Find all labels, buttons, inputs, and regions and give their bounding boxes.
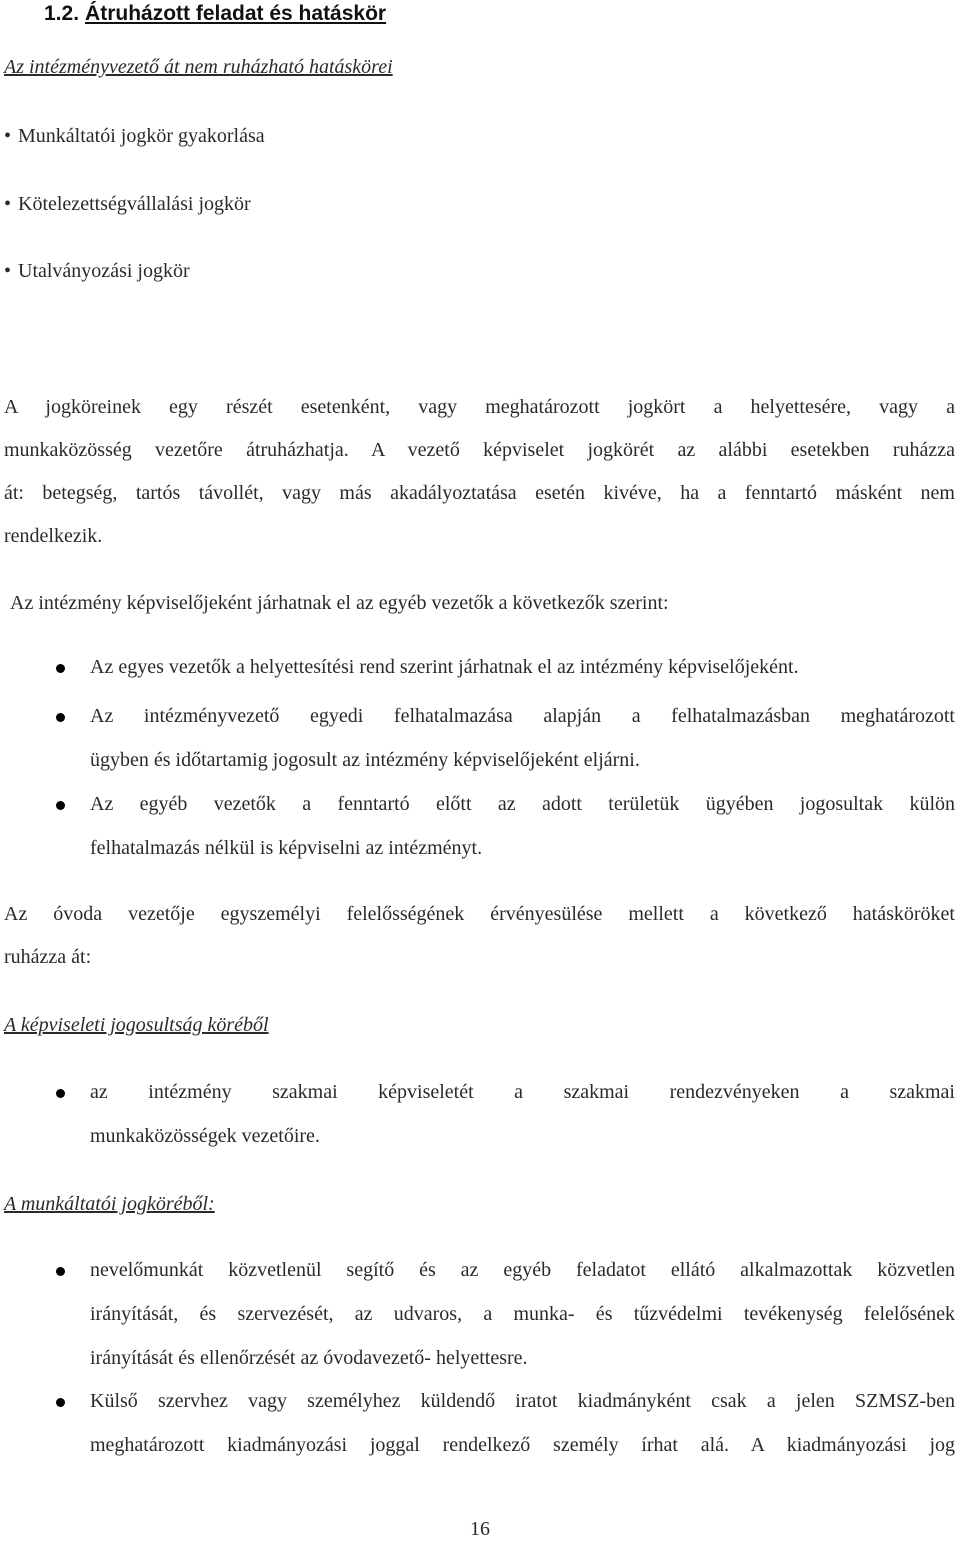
paragraph-representation-intro: Az intézmény képviselőjeként járhatnak el az egyéb vezetők a következők szerint: xyxy=(10,592,669,614)
bullet-icon xyxy=(56,1267,65,1276)
bullet-icon xyxy=(56,1398,65,1407)
page-number: 16 xyxy=(470,1518,490,1540)
bullet-icon xyxy=(56,664,65,673)
paragraph-line: A jogköreinek egy részét esetenként, vagy meghatározott jogkört a helyettesére, vagy a xyxy=(4,396,955,418)
bullet-icon: • xyxy=(4,193,12,215)
list-item: • Utalványozási jogkör xyxy=(4,260,190,282)
paragraph-delegation xyxy=(4,396,955,568)
paragraph-line: ruházza át: xyxy=(4,946,92,968)
paragraph-line: Az óvoda vezetője egyszemélyi felelősségének érvényesülése mellett a következő hatásköröket xyxy=(4,903,955,925)
section-title: Átruházott feladat és hatáskör xyxy=(85,2,387,25)
bullet-icon xyxy=(56,801,65,810)
employer-section-title: A munkáltatói jogköréből: xyxy=(4,1193,215,1215)
list-item: nevelőmunkát közvetlenül segítő és az egyéb feladatot ellátó alkalmazottak közvetlen irányítását, és szervezését, az udvaros, a munka- és tűzvédelmi tevékenység felelősének irányítását és ellenőrzését az óvodavezető- helyettesre. xyxy=(90,1259,955,1369)
list-item: • Munkáltatói jogkör gyakorlása xyxy=(4,125,265,147)
paragraph-line: munkaközösség vezetőre átruházhatja. A vezető képviselet jogkörét az alábbi esetekben ruházza xyxy=(4,439,955,461)
bullet-icon: • xyxy=(4,260,12,282)
list-item: az intézmény szakmai képviseletét a szakmai rendezvényeken a szakmai munkaközösségek vezetőire. xyxy=(90,1081,955,1147)
list-item: Az egyes vezetők a helyettesítési rend szerint járhatnak el az intézmény képviselőjeként. xyxy=(90,656,799,678)
section-heading xyxy=(44,2,386,26)
list-item: Az intézményvezető egyedi felhatalmazása alapján a felhatalmazásban meghatározott ügyben és időtartamig jogosult az intézmény képviselőjeként eljárni. xyxy=(90,705,955,771)
paragraph-line: át: betegség, tartós távollét, vagy más akadályoztatása esetén kivéve, ha a fenntartó másként nem xyxy=(4,482,955,504)
list-item: • Kötelezettségvállalási jogkör xyxy=(4,193,251,215)
list-item: Külső szervhez vagy személyhez küldendő iratot kiadmányként csak a jelen SZMSZ-ben meghatározott kiadmányozási joggal rendelkező személy írhat alá. A kiadmányozási jog xyxy=(90,1390,955,1456)
nontransferable-title: Az intézményvezető át nem ruházható hatáskörei xyxy=(4,56,393,78)
paragraph-line: rendelkezik. xyxy=(4,525,103,547)
bullet-icon xyxy=(56,713,65,722)
list-item: Az egyéb vezetők a fenntartó előtt az adott területük ügyében jogosultak külön felhatalmazás nélkül is képviselni az intézményt. xyxy=(90,793,955,859)
representation-section-title: A képviseleti jogosultság köréből xyxy=(4,1014,269,1036)
bullet-icon xyxy=(56,1089,65,1098)
paragraph-delegated-powers xyxy=(4,903,955,989)
section-number: 1.2. xyxy=(44,2,80,25)
bullet-icon: • xyxy=(4,125,12,147)
